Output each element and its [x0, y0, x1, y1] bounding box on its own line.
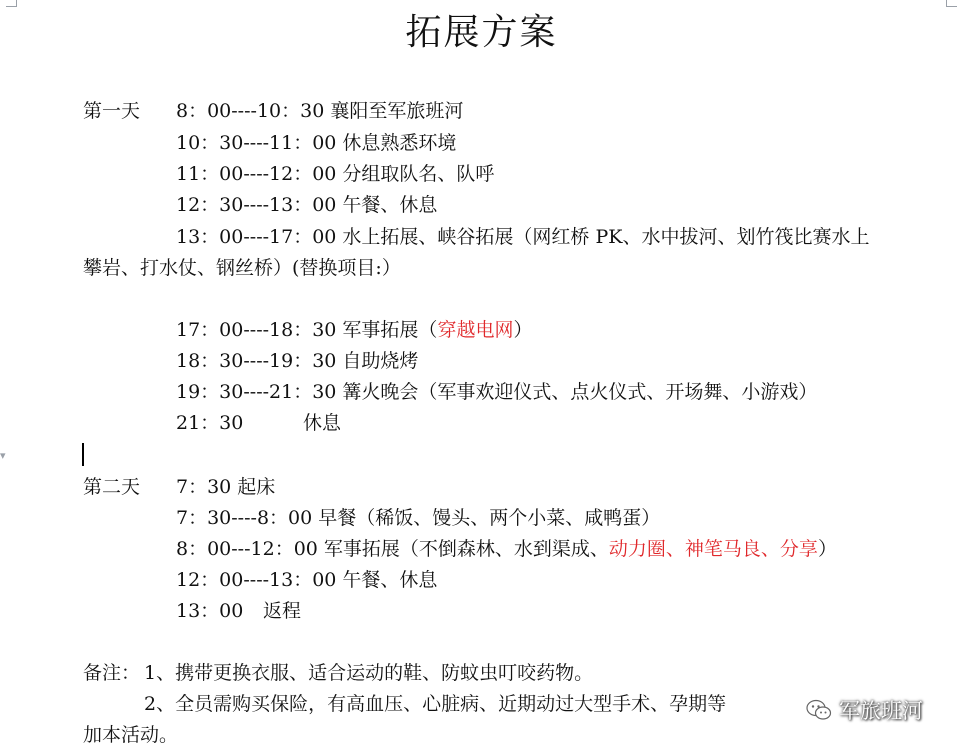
- highlight-text: 动力圈、神笔马良、分享: [608, 538, 818, 560]
- schedule-item: 17：00----18：30 军事拓展（穿越电网）: [176, 319, 533, 341]
- note-item-continuation: 加本活动。: [83, 724, 179, 746]
- wechat-icon: [805, 696, 833, 724]
- text-cursor: [82, 443, 84, 466]
- day1-label: 第一天: [83, 100, 141, 122]
- schedule-item: 12：00----13：00 午餐、休息: [176, 569, 438, 591]
- note-item: 1、携带更换衣服、适合运动的鞋、防蚊虫叮咬药物。: [144, 662, 594, 684]
- schedule-item: 10：30----11：00 休息熟悉环境: [176, 132, 457, 154]
- schedule-item: 18：30----19：30 自助烧烤: [176, 350, 419, 372]
- schedule-item-activity: 休息: [303, 412, 342, 434]
- schedule-item-time: 13：00: [176, 600, 244, 622]
- document-title: 拓展方案: [405, 12, 558, 53]
- page-corner-mark-left: [6, 0, 17, 7]
- schedule-item: 13：00----17：00 水上拓展、峡谷拓展（网红桥 PK、水中拔河、划竹筏比赛水上: [176, 226, 870, 248]
- schedule-item: 19：30----21：30 篝火晚会（军事欢迎仪式、点火仪式、开场舞、小游戏）: [176, 381, 818, 403]
- schedule-item: 12：30----13：00 午餐、休息: [176, 194, 438, 216]
- schedule-item-continuation: 攀岩、打水仗、钢丝桥）(替换项目:）: [83, 257, 401, 279]
- page-corner-mark-right: [946, 0, 957, 7]
- margin-arrow-icon[interactable]: ▾: [0, 449, 6, 462]
- schedule-item: 8：00---12：00 军事拓展（不倒森林、水到渠成、动力圈、神笔马良、分享）: [176, 538, 837, 560]
- highlight-text: 穿越电网: [437, 319, 514, 341]
- schedule-item: 11：00----12：00 分组取队名、队呼: [176, 163, 495, 185]
- schedule-item: 7：30 起床: [176, 476, 276, 498]
- watermark: [805, 694, 923, 726]
- schedule-item-activity: 返程: [263, 600, 302, 622]
- watermark-text: 军旅班河: [839, 699, 923, 723]
- day2-label: 第二天: [83, 476, 141, 498]
- note-item: 2、全员需购买保险，有高血压、心脏病、近期动过大型手术、孕期等: [144, 693, 727, 715]
- schedule-item: 8：00----10：30 襄阳至军旅班河: [176, 100, 464, 122]
- notes-label: 备注：: [83, 662, 141, 684]
- schedule-item-time: 21：30: [176, 412, 244, 434]
- schedule-item: 7：30----8：00 早餐（稀饭、馒头、两个小菜、咸鸭蛋）: [176, 507, 661, 529]
